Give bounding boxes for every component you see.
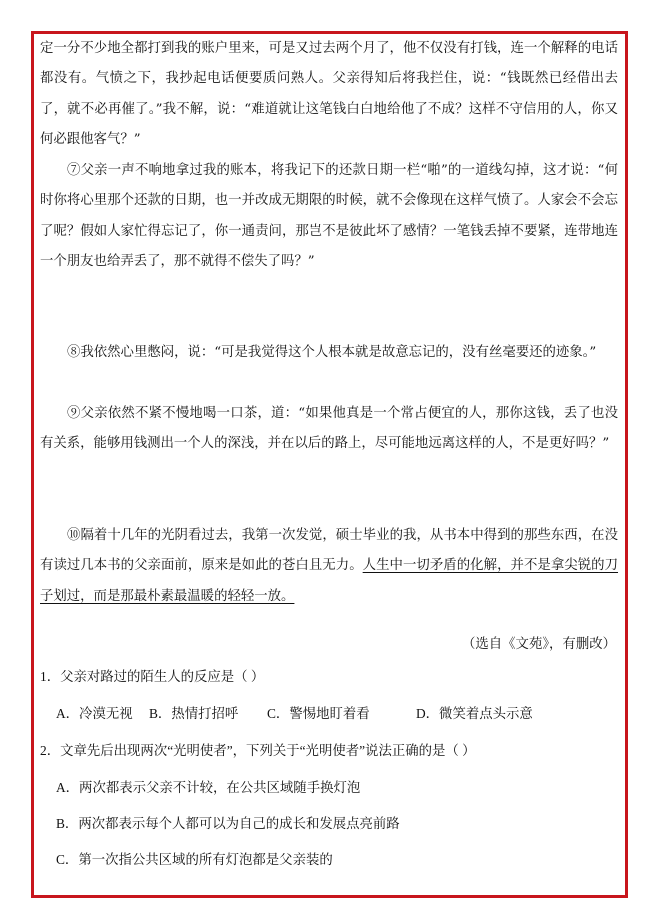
question-1-option-b[interactable]: B．热情打招呼 [149, 706, 239, 721]
question-1-stem: 1．父亲对路过的陌生人的反应是（ ） [40, 669, 265, 684]
source-citation: （选自《文苑》，有删改） [462, 637, 616, 652]
paragraph-7: ⑦父亲一声不响地拿过我的账本，将我记下的还款日期一栏“啪”的一道线勾掉，这才说：“何时你将心里那个还款的日期，也一并改成无期限的时候，就不会像现在这样气愤了。人家会不会忘了呢？假如人家忙得忘记了，你一通责问，那岂不是彼此坏了感情？一笔钱丢掉不要紧，连带地连一个朋友也给弄丢了，那不就得不偿失了吗？” [40, 163, 618, 270]
paragraph-10-text: ⑩隔着十几年的光阴看过去，我第一次发觉，硕士毕业的我，从书本中得到的那些东西，在没有读过几本书的父亲面前，原来是如此的苍白且无力。 [40, 528, 618, 574]
question-2-option-c[interactable]: C．第一次指公共区域的所有灯泡都是父亲装的 [56, 852, 333, 867]
question-1-option-d[interactable]: D．微笑着点头示意 [416, 706, 533, 721]
question-2-option-a[interactable]: A．两次都表示父亲不计较，在公共区域随手换灯泡 [56, 780, 361, 795]
paragraph-continued: 定一分不少地全都打到我的账户里来，可是又过去两个月了，他不仅没有打钱，连一个解释的电话都没有。气愤之下，我抄起电话便要质问熟人。父亲得知后将我拦住，说：“钱既然已经借出去了，就不必再催了。”我不解，说：“难道就让这笔钱白白地给他了不成？这样不守信用的人，你又何必跟他客气？” [40, 41, 618, 148]
question-2-stem: 2．文章先后出现两次“光明使者”，下列关于“光明使者”说法正确的是（ ） [40, 743, 476, 758]
paragraph-9: ⑨父亲依然不紧不慢地喝一口茶，道：“如果他真是一个常占便宜的人，那你这钱，丢了也没有关系，能够用钱测出一个人的深浅，并在以后的路上，尽可能地远离这样的人，不是更好吗？” [40, 406, 618, 452]
paragraph-10 [40, 521, 618, 612]
question-1-option-c[interactable]: C．警惕地盯着看 [267, 706, 370, 721]
question-1-option-a[interactable]: A．冷漠无视 [56, 706, 133, 721]
question-2-option-b[interactable]: B．两次都表示每个人都可以为自己的成长和发展点亮前路 [56, 816, 400, 831]
paragraph-10-underlined-sentence: 人生中一切矛盾的化解，并不是拿尖锐的刀子划过，而是那最朴素最温暖的轻轻一放。 [40, 558, 619, 604]
paragraph-8: ⑧我依然心里憋闷，说：“可是我觉得这个人根本就是故意忘记的，没有丝毫要还的迹象。” [67, 345, 597, 360]
